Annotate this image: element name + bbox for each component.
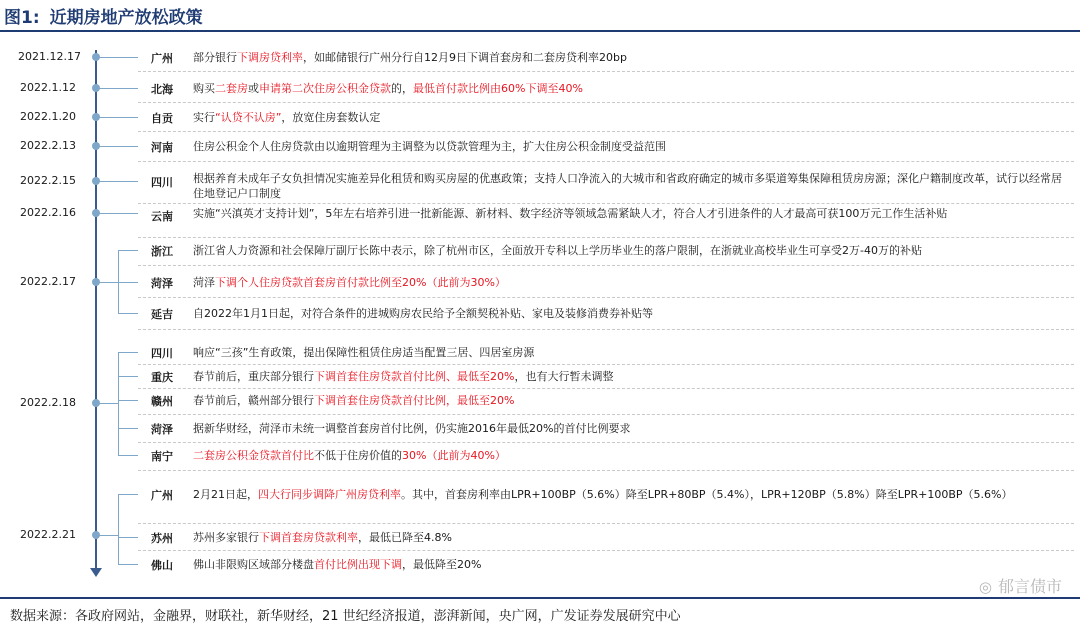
city-label: 云南 xyxy=(151,210,173,223)
highlight-text: 下调首套住房贷款首付比例、最低至20% xyxy=(314,370,515,383)
highlight-text: 下调首套住房贷款首付比例，最低至20% xyxy=(314,394,515,407)
row-separator xyxy=(138,470,1074,471)
body-text: 部分银行 xyxy=(193,51,237,64)
body-text: 苏州多家银行 xyxy=(193,531,259,544)
row-separator xyxy=(138,297,1074,298)
branch-line xyxy=(118,250,138,251)
connector-line xyxy=(96,403,118,404)
policy-description xyxy=(193,345,1063,360)
city-label: 四川 xyxy=(151,176,173,189)
body-text: 响应“三孩”生育政策，提出保障性租赁住房适当配置三居、四居室房源 xyxy=(193,346,535,359)
city-label: 菏泽 xyxy=(151,277,173,290)
city-label: 河南 xyxy=(151,141,173,154)
connector-line xyxy=(96,117,138,118)
body-text: 根据养育未成年子女负担情况实施差异化租赁和购买房屋的优惠政策；支持人口净流入的大城市和省政府确定的城市多渠道筹集保障租赁房房源；深化户籍制度改革，试行以经常居住地登记户口制度 xyxy=(193,172,1062,200)
row-separator xyxy=(138,388,1074,389)
timeline-arrow-icon xyxy=(90,568,102,577)
connector-line xyxy=(96,535,118,536)
city-label: 佛山 xyxy=(151,559,173,572)
body-text: 菏泽 xyxy=(193,276,215,289)
data-source: 数据来源：各政府网站，金融界，财联社，新华财经，21 世纪经济报道，澎湃新闻，央广网，广发证券发展研究中心 xyxy=(10,609,681,624)
branch-line xyxy=(118,282,138,283)
connector-line xyxy=(96,146,138,147)
highlight-text: 二套房公积金贷款首付比 xyxy=(193,449,314,462)
body-text: 购买 xyxy=(193,82,215,95)
row-separator xyxy=(138,442,1074,443)
policy-description xyxy=(193,275,1063,290)
highlight-text: 二套房 xyxy=(215,82,248,95)
body-text: ，最低降至20% xyxy=(402,558,482,571)
watermark xyxy=(979,574,1062,597)
row-separator xyxy=(138,550,1074,551)
highlight-text: “认贷不认房” xyxy=(215,111,282,124)
row-separator xyxy=(138,329,1074,330)
figure-title xyxy=(4,3,203,28)
body-text: 2月21日起， xyxy=(193,488,258,501)
policy-description xyxy=(193,369,1063,384)
row-separator xyxy=(138,523,1074,524)
wechat-icon: ◎ xyxy=(978,578,992,596)
timeline-axis xyxy=(95,50,97,572)
row-separator xyxy=(138,203,1074,204)
bottom-rule xyxy=(0,597,1080,599)
branch-line xyxy=(118,400,138,401)
city-label: 自贡 xyxy=(151,112,173,125)
row-separator xyxy=(138,237,1074,238)
branch-line xyxy=(118,376,138,377)
branch-line xyxy=(118,455,138,456)
connector-line xyxy=(96,88,138,89)
policy-description xyxy=(193,448,1063,463)
group-bracket xyxy=(118,494,119,564)
body-text: 。其中，首套房利率由LPR+100BP（5.6%）降至LPR+80BP（5.4%），LPR+120BP（5.8%）降至LPR+100BP（5.6%） xyxy=(401,488,1013,501)
city-label: 延吉 xyxy=(151,308,173,321)
connector-line xyxy=(96,282,118,283)
body-text: 住房公积金个人住房贷款由以逾期管理为主调整为以贷款管理为主，扩大住房公积金制度受益范围 xyxy=(193,140,666,153)
body-text: 浙江省人力资源和社会保障厅副厅长陈中表示，除了杭州市区，全面放开专科以上学历毕业生的落户限制，在浙就业高校毕业生可享受2万-40万的补贴 xyxy=(193,244,922,257)
branch-line xyxy=(118,564,138,565)
connector-line xyxy=(96,213,138,214)
figure-title-text: 近期房地产放松政策 xyxy=(49,8,203,28)
policy-description xyxy=(193,139,1063,154)
date-label: 2022.1.12 xyxy=(20,81,76,94)
policy-description xyxy=(193,530,1063,545)
branch-line xyxy=(118,352,138,353)
highlight-text: 30%（此前为40%） xyxy=(402,449,506,462)
row-separator xyxy=(138,131,1074,132)
body-text: ，最低已降至4.8% xyxy=(358,531,452,544)
body-text: ，也有大行暂未调整 xyxy=(514,370,614,383)
watermark-text: 郁言债市 xyxy=(997,577,1062,596)
body-text: 的， xyxy=(391,82,413,95)
highlight-text: 首付比例出现下调 xyxy=(314,558,402,571)
city-label: 北海 xyxy=(151,83,173,96)
branch-line xyxy=(118,428,138,429)
figure-label: 图1: xyxy=(4,8,40,28)
city-label: 菏泽 xyxy=(151,423,173,436)
body-text: 春节前后，赣州部分银行 xyxy=(193,394,314,407)
highlight-text: 下调房贷利率 xyxy=(237,51,303,64)
policy-description xyxy=(193,81,1063,96)
body-text: 佛山非限购区域部分楼盘 xyxy=(193,558,314,571)
branch-line xyxy=(118,313,138,314)
policy-description xyxy=(193,487,1063,502)
city-label: 南宁 xyxy=(151,450,173,463)
body-text: 不低于住房价值的 xyxy=(314,449,402,462)
body-text: ，如邮储银行广州分行自12月9日下调首套房和二套房贷利率20bp xyxy=(303,51,627,64)
top-rule xyxy=(0,30,1080,32)
body-text: 实施“兴滇英才支持计划”，5年左右培养引进一批新能源、新材料、数字经济等领域急需紧缺人才，符合人才引进条件的人才最高可获100万元工作生活补贴 xyxy=(193,207,948,220)
city-label: 广州 xyxy=(151,489,173,502)
body-text: ，放宽住房套数认定 xyxy=(281,111,381,124)
highlight-text: 四大行同步调降广州房贷利率 xyxy=(258,488,401,501)
row-separator xyxy=(138,414,1074,415)
policy-description xyxy=(193,421,1063,436)
city-label: 浙江 xyxy=(151,245,173,258)
city-label: 重庆 xyxy=(151,371,173,384)
body-text: 实行 xyxy=(193,111,215,124)
policy-description xyxy=(193,50,1063,65)
policy-description xyxy=(193,206,1063,221)
highlight-text: 最低首付款比例由60%下调至40% xyxy=(413,82,583,95)
branch-line xyxy=(118,537,138,538)
date-label: 2022.1.20 xyxy=(20,110,76,123)
city-label: 赣州 xyxy=(151,395,173,408)
row-separator xyxy=(138,265,1074,266)
group-bracket xyxy=(118,352,119,455)
date-label: 2022.2.15 xyxy=(20,174,76,187)
policy-description xyxy=(193,243,1063,258)
body-text: 据新华财经，菏泽市未统一调整首套房首付比例，仍实施2016年最低20%的首付比例要求 xyxy=(193,422,631,435)
connector-line xyxy=(96,181,138,182)
city-label: 广州 xyxy=(151,52,173,65)
row-separator xyxy=(138,161,1074,162)
policy-description xyxy=(193,110,1063,125)
body-text: 或 xyxy=(248,82,259,95)
body-text: 自2022年1月1日起，对符合条件的进城购房农民给予全额契税补贴、家电及装修消费券补贴等 xyxy=(193,307,653,320)
body-text: 春节前后，重庆部分银行 xyxy=(193,370,314,383)
row-separator xyxy=(138,71,1074,72)
branch-line xyxy=(118,494,138,495)
row-separator xyxy=(138,364,1074,365)
row-separator xyxy=(138,102,1074,103)
city-label: 苏州 xyxy=(151,532,173,545)
policy-description xyxy=(193,393,1063,408)
city-label: 四川 xyxy=(151,347,173,360)
policy-description xyxy=(193,306,1063,321)
highlight-text: 申请第二次住房公积金贷款 xyxy=(259,82,391,95)
date-label: 2022.2.18 xyxy=(20,396,76,409)
connector-line xyxy=(96,57,138,58)
highlight-text: 下调个人住房贷款首套房首付款比例至20%（此前为30%） xyxy=(215,276,506,289)
policy-description xyxy=(193,557,1063,572)
date-label: 2022.2.21 xyxy=(20,528,76,541)
date-label: 2022.2.16 xyxy=(20,206,76,219)
date-label: 2021.12.17 xyxy=(18,50,81,63)
highlight-text: 下调首套房贷款利率 xyxy=(259,531,358,544)
date-label: 2022.2.13 xyxy=(20,139,76,152)
date-label: 2022.2.17 xyxy=(20,275,76,288)
policy-description xyxy=(193,171,1063,201)
